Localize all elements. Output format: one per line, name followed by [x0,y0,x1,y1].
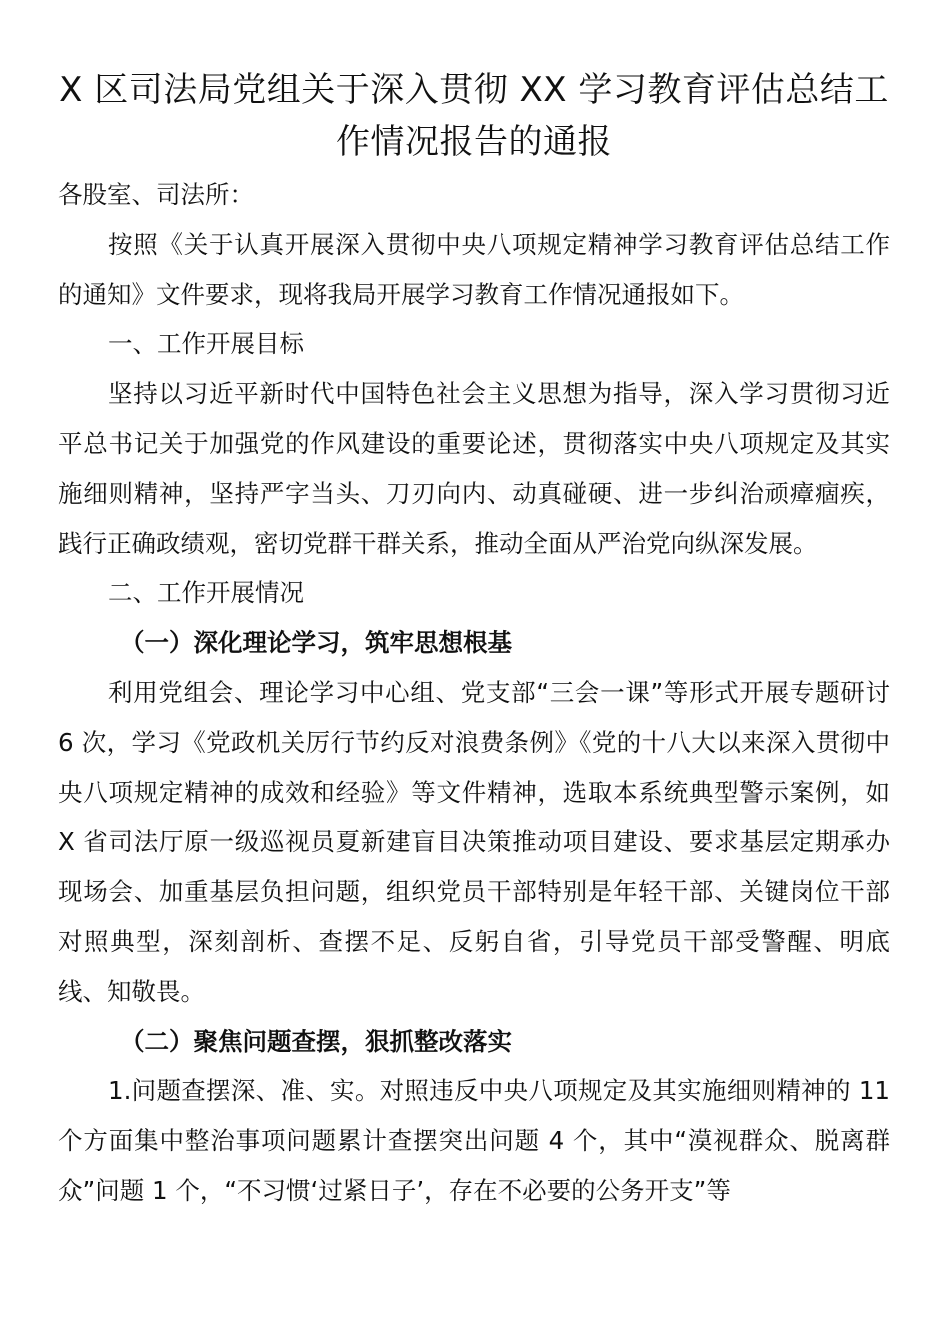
subsection-2-heading: （二）聚焦问题查摆，狠抓整改落实 [120,1026,512,1056]
section-2-heading: 二、工作开展情况 [108,578,304,608]
subsection-2-body: 1.问题查摆深、准、实。对照违反中央八项规定及其实施细则精神的 11 个方面集中整治事项问题累计查摆突出问题 4 个，其中“漠视群众、脱离群众”问题 1 个，“不习惯‘过紧日子’，存在不必要的公务开支”等 [58,1076,890,1205]
subsection-1-body: 利用党组会、理论学习中心组、党支部“三会一课”等形式开展专题研讨 6 次，学习《党政机关厉行节约反对浪费条例》《党的十八大以来深入贯彻中央八项规定精神的成效和经验》等文件精神，选取本系统典型警示案例，如 X 省司法厅原一级巡视员夏新建盲目决策推动项目建设、要求基层定期承办现场会、加重基层负担问题，组织党员干部特别是年轻干部、关键岗位干部对照典型，深刻剖析、查摆不足、反躬自省，引导党员干部受警醒、明底线、知敬畏。 [58,677,890,1006]
intro-paragraph: 按照《关于认真开展深入贯彻中央八项规定精神学习教育评估总结工作的通知》文件要求，现将我局开展学习教育工作情况通报如下。 [58,229,890,309]
document-page [58,64,890,1216]
subsection-1-heading: （一）深化理论学习，筑牢思想根基 [120,628,512,658]
section-1-body: 坚持以习近平新时代中国特色社会主义思想为指导，深入学习贯彻习近平总书记关于加强党的作风建设的重要论述，贯彻落实中央八项规定及其实施细则精神，坚持严字当头、刀刃向内、动真碰硬、进一步纠治顽瘴痼疾，践行正确政绩观，密切党群干群关系，推动全面从严治党向纵深发展。 [58,379,890,558]
document-title: X 区司法局党组关于深入贯彻 XX 学习教育评估总结工作情况报告的通报 [59,70,889,162]
salutation: 各股室、司法所： [58,180,254,209]
section-1-heading: 一、工作开展目标 [108,329,304,359]
